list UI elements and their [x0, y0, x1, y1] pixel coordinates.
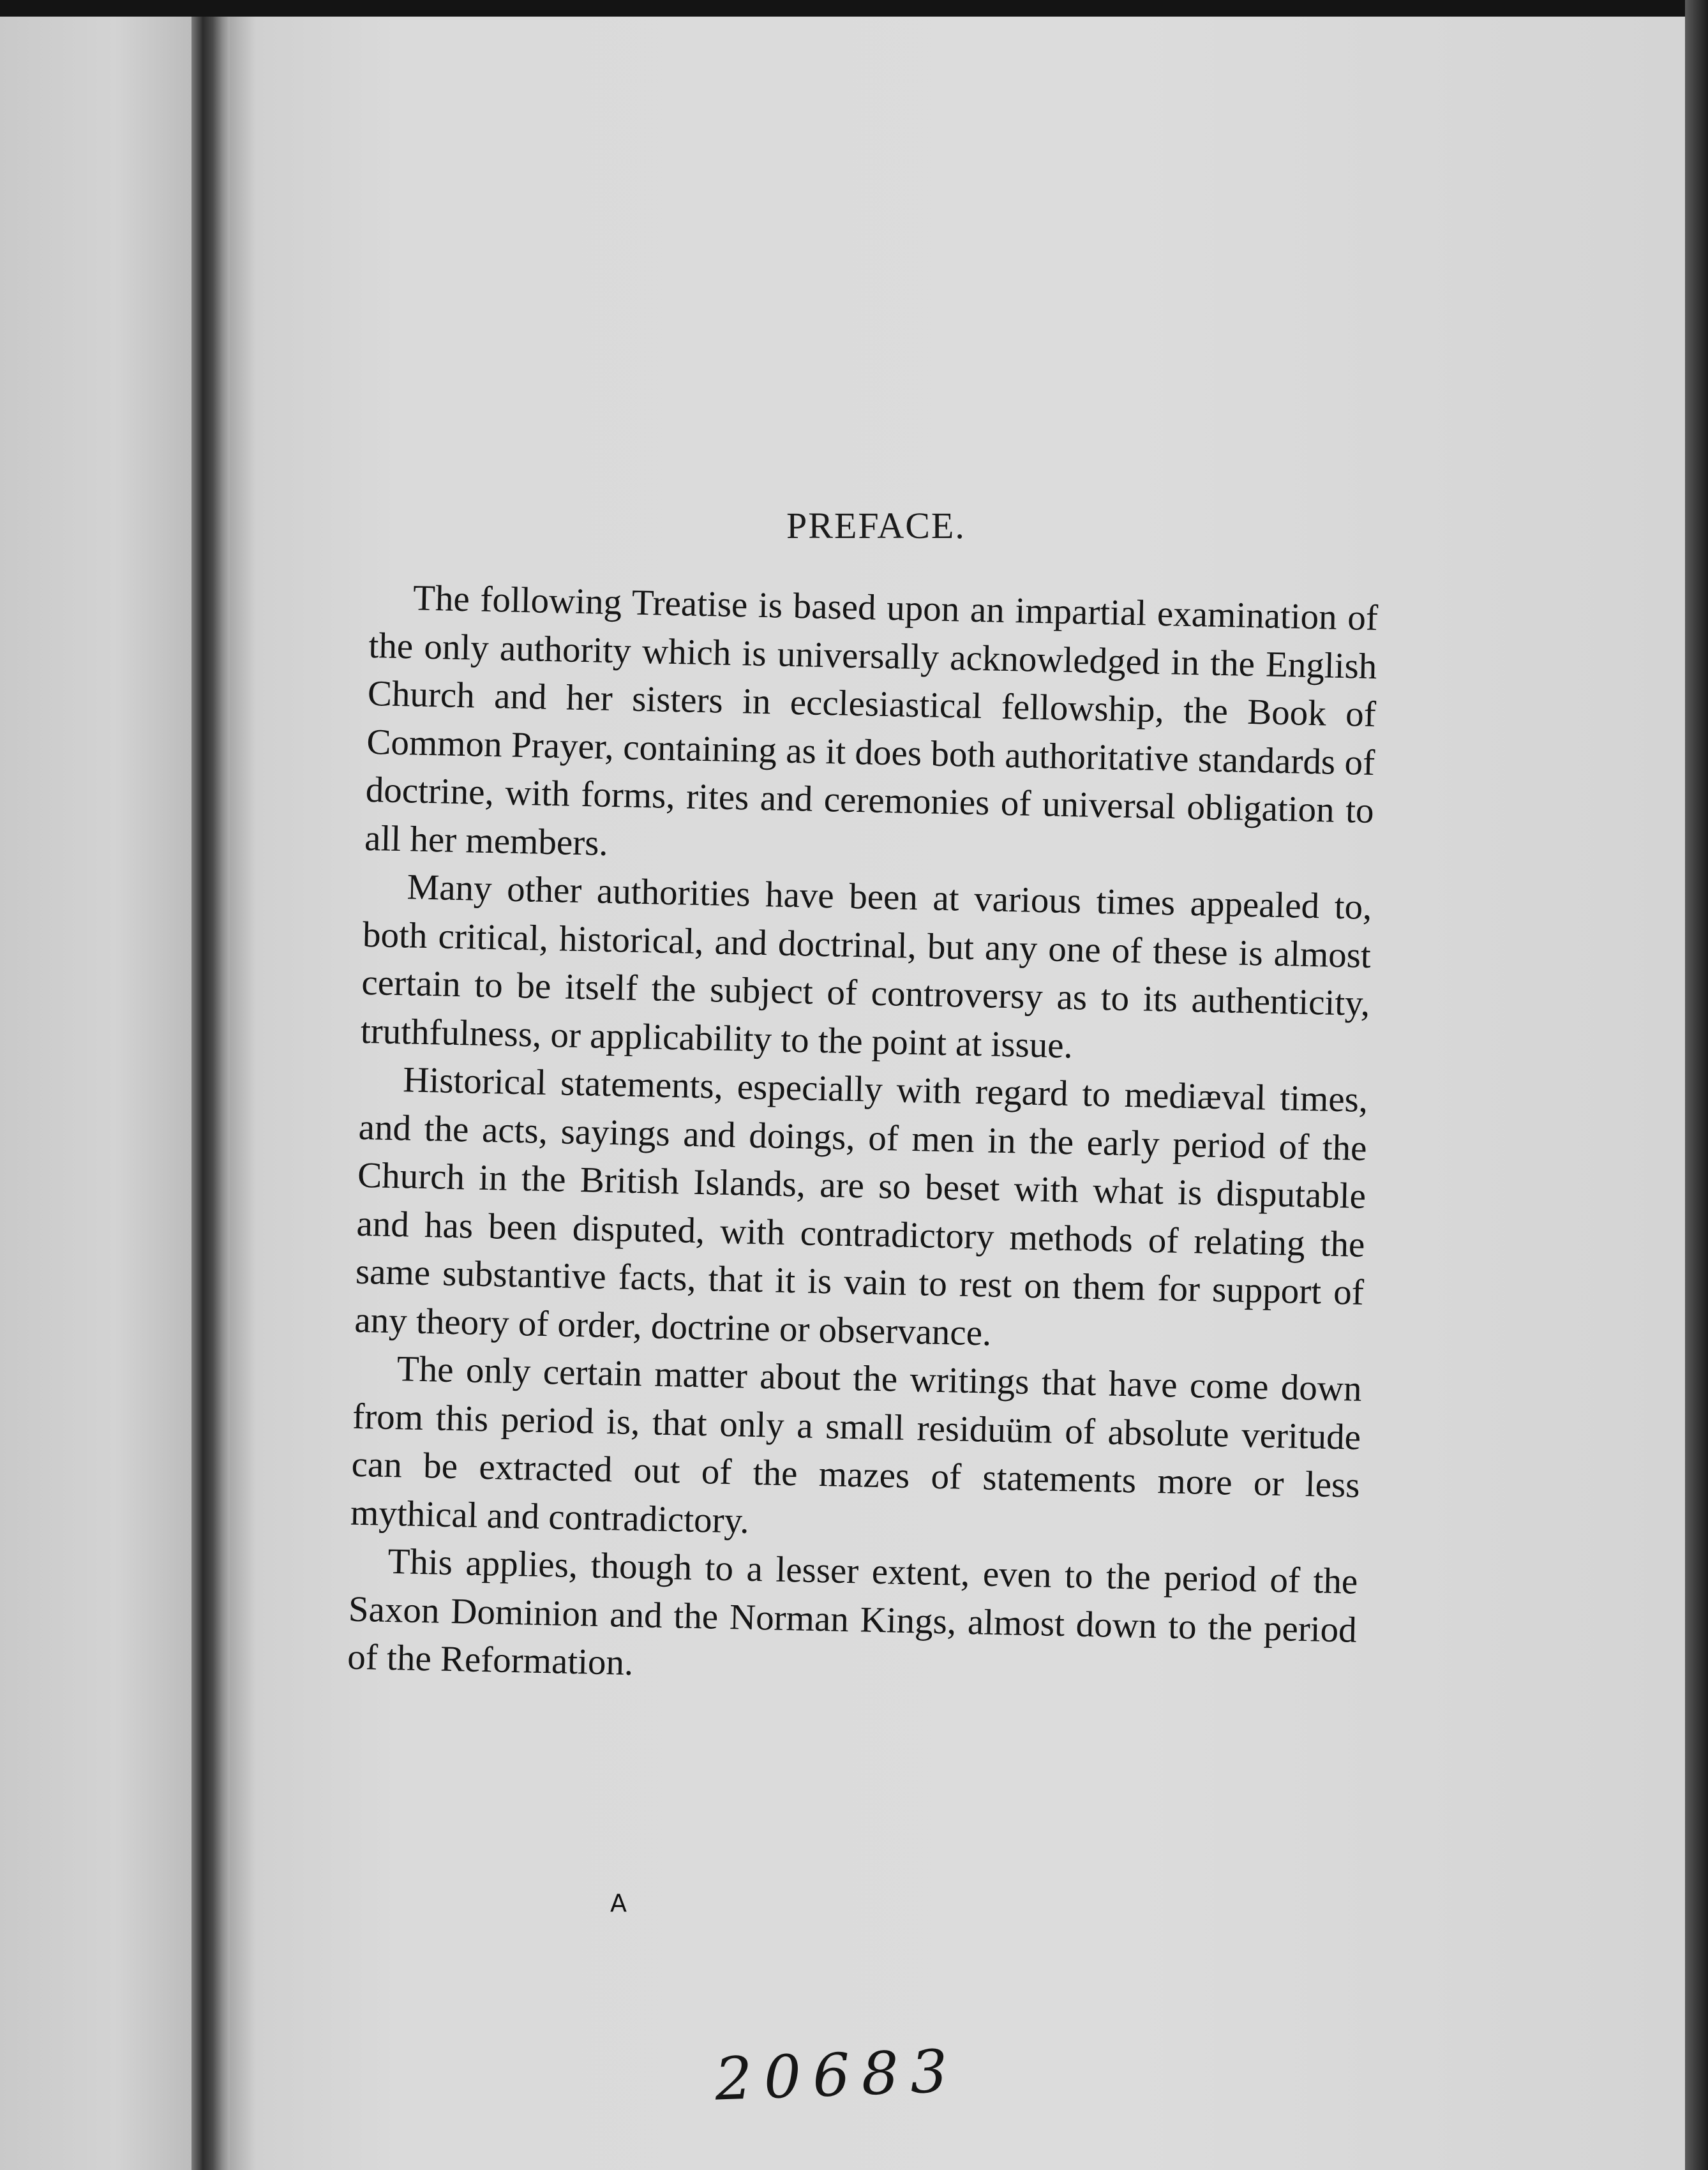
paragraph: The following Treatise is based upon an impartial examination of the only authority which is universally acknowledged in the English Church and her sisters in ecclesiastical fellowship, the Book of Common Prayer, containing as it does both authoritative standards of doctrine, with forms, rites and ceremonies of universal obligation to all her members. [364, 578, 1379, 864]
paragraph: Many other authorities have been at various times appealed to, both critical, historical, and doctrinal, but any one of these is almost certain to be itself the subject of controversy as to its authenticity, truthfulness, or applicability to the point at issue. [360, 867, 1373, 1066]
book-gutter [191, 17, 230, 2170]
signature-mark: A [610, 1889, 627, 1917]
paragraph: Historical statements, especially with regard to mediæval times, and the acts, sayings and doings, of men in the early period of the Church in the British Islands, are so beset with what is disputable and has been disputed, with contradictory methods of relating the same substantive facts, that it is vain to rest on them for support of any theory of order, doctrine or observance. [354, 1059, 1368, 1354]
scan-right-border [1685, 0, 1708, 2170]
paragraph: This applies, though to a lesser extent, even to the period of the Saxon Dominion and the Norman Kings, almost down to the period of the Reformation. [347, 1541, 1358, 1684]
facing-blank-page [0, 17, 191, 2170]
preface-body [347, 573, 1379, 1702]
page-title: PREFACE. [786, 505, 966, 546]
paragraph: The only certain matter about the writings that have come down from this period is, that only a small residuüm of absolute veritude can be extracted out of the mazes of statements more or less mythical and contradictory. [350, 1349, 1363, 1541]
handwritten-accession-number: 20683 [714, 2037, 961, 2114]
scan-top-border [0, 0, 1708, 17]
gutter-shadow [230, 17, 255, 2170]
